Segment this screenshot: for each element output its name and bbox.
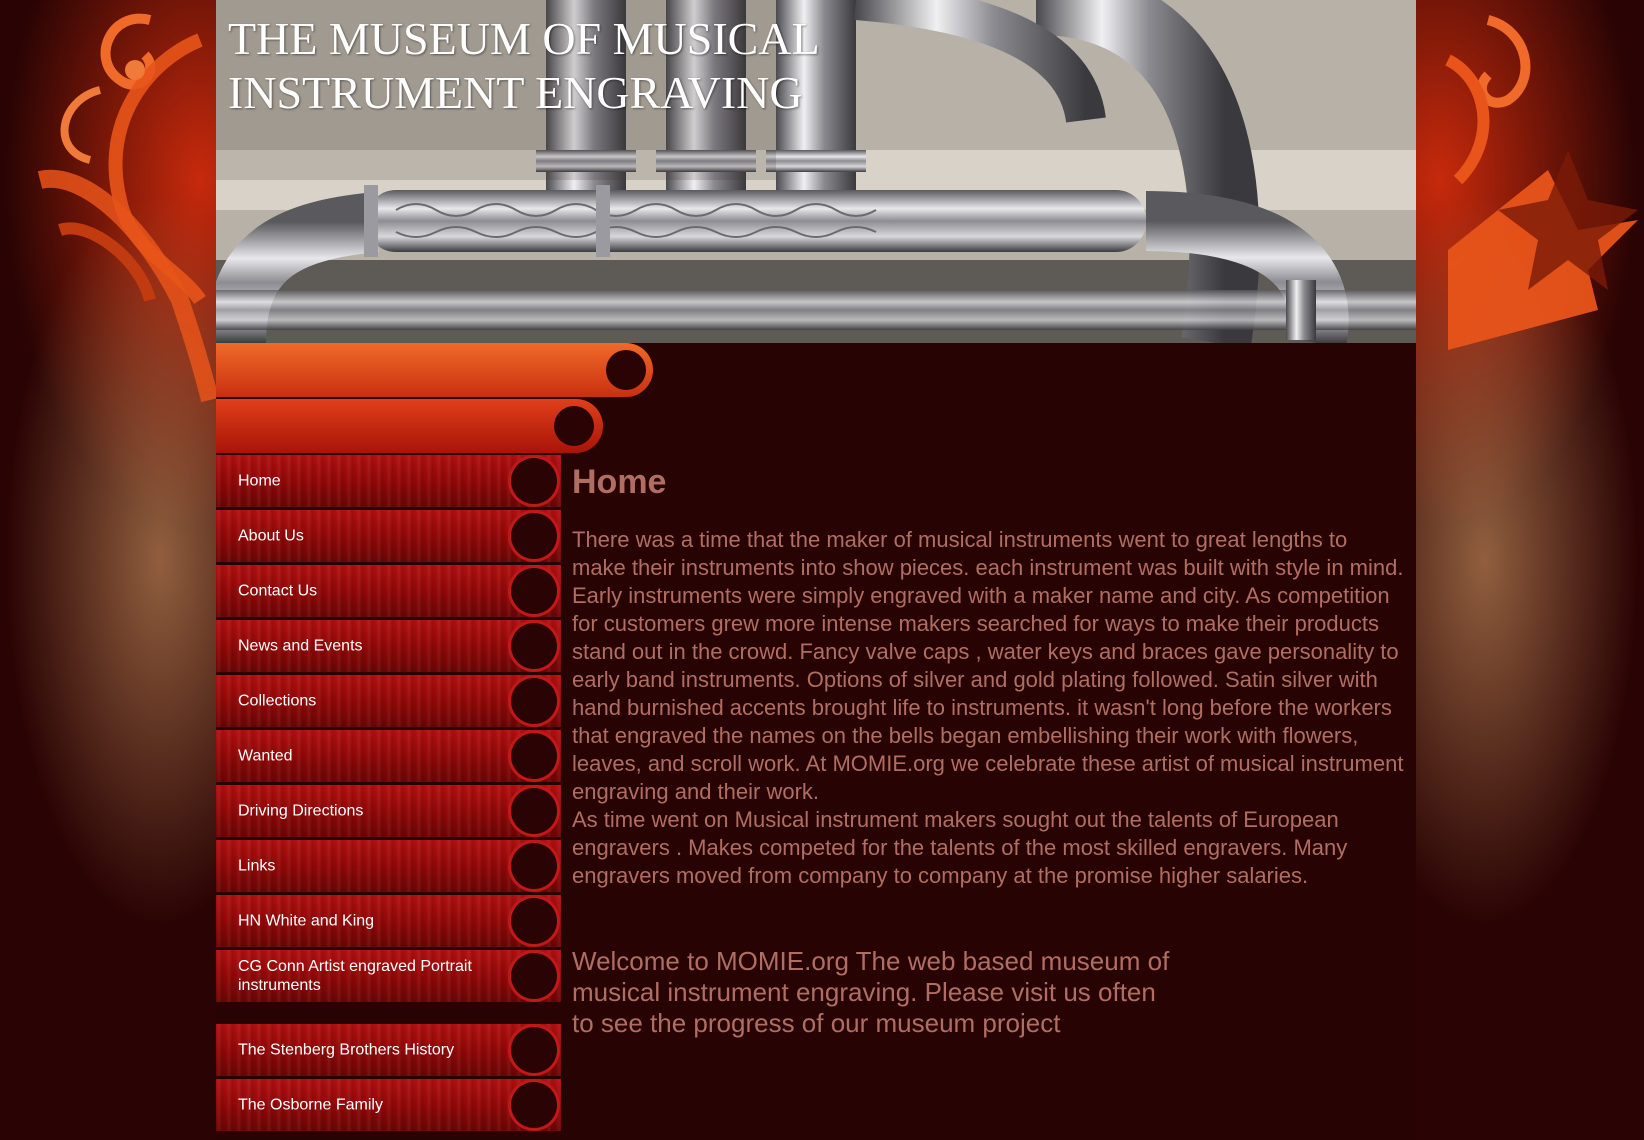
nav-item-label: The Stenberg Brothers History [238,1041,455,1059]
nav-item-osborne-family[interactable] [216,1079,561,1131]
nav-item-about-us[interactable] [216,510,561,562]
decorative-star-right [1428,0,1644,420]
decorative-swirl-left [0,0,216,420]
nav-item-contact-us[interactable] [216,565,561,617]
decorative-tabs [216,343,696,453]
nav-item-label: Links [238,857,276,875]
nav-item-label: The Osborne Family [238,1096,383,1114]
nav-item-label: News and Events [238,637,363,655]
intro-paragraph: There was a time that the maker of musical instruments went to great lengths to make their instruments into show pieces. each instrument was built with style in mind. Early instruments were simply engraved with a maker name and city. As competition for customers grew more intense makers searched for ways to make their products stand out in the crowd. Fancy valve caps , water keys and braces gave personality to early band instruments. Options of silver and gold plating followed. Satin silver with hand burnished accents brought life to instruments. it wasn't long before the workers that engraved the names on the bells began embellishing their work with flowers, leaves, and scroll work. At MOMIE.org we celebrate these artist of musical instrument engraving and their work. [572,527,1404,804]
history-paragraph: As time went on Musical instrument makers sought out the talents of European engravers . Makes competed for the talents of the most skilled engravers. Many engravers moved from company to company at the promise higher salaries. [572,807,1348,888]
nav-item-stenberg-brothers[interactable] [216,1024,561,1076]
nav-item-news-and-events[interactable] [216,620,561,672]
nav-item-label: Home [238,472,281,490]
nav-item-label: HN White and King [238,912,375,930]
header-banner [216,0,1416,343]
main-column [216,0,1416,1140]
nav-item-collections[interactable] [216,675,561,727]
welcome-message: Welcome to MOMIE.org The web based museum of musical instrument engraving. Please visit us often to see the progress of our museum project [572,946,1170,1038]
page-heading: Home [572,463,667,501]
nav-item-links[interactable] [216,840,561,892]
nav-item-label: About Us [238,527,304,545]
nav-item-home[interactable] [216,455,561,507]
nav-item-hn-white-and-king[interactable] [216,895,561,947]
nav-item-label: CG Conn Artist engraved Portrait instruments [238,958,472,994]
nav-item-label: Driving Directions [238,802,364,820]
sidebar-nav [216,455,561,1134]
nav-item-wanted[interactable] [216,730,561,782]
nav-item-label: Contact Us [238,582,318,600]
nav-item-label: Wanted [238,747,293,765]
site-title: THE MUSEUM OF MUSICAL INSTRUMENT ENGRAVING [228,13,818,118]
main-content [572,462,1404,1039]
nav-item-driving-directions[interactable] [216,785,561,837]
nav-item-label: Collections [238,692,317,710]
nav-item-cg-conn-portrait[interactable] [216,950,561,1002]
